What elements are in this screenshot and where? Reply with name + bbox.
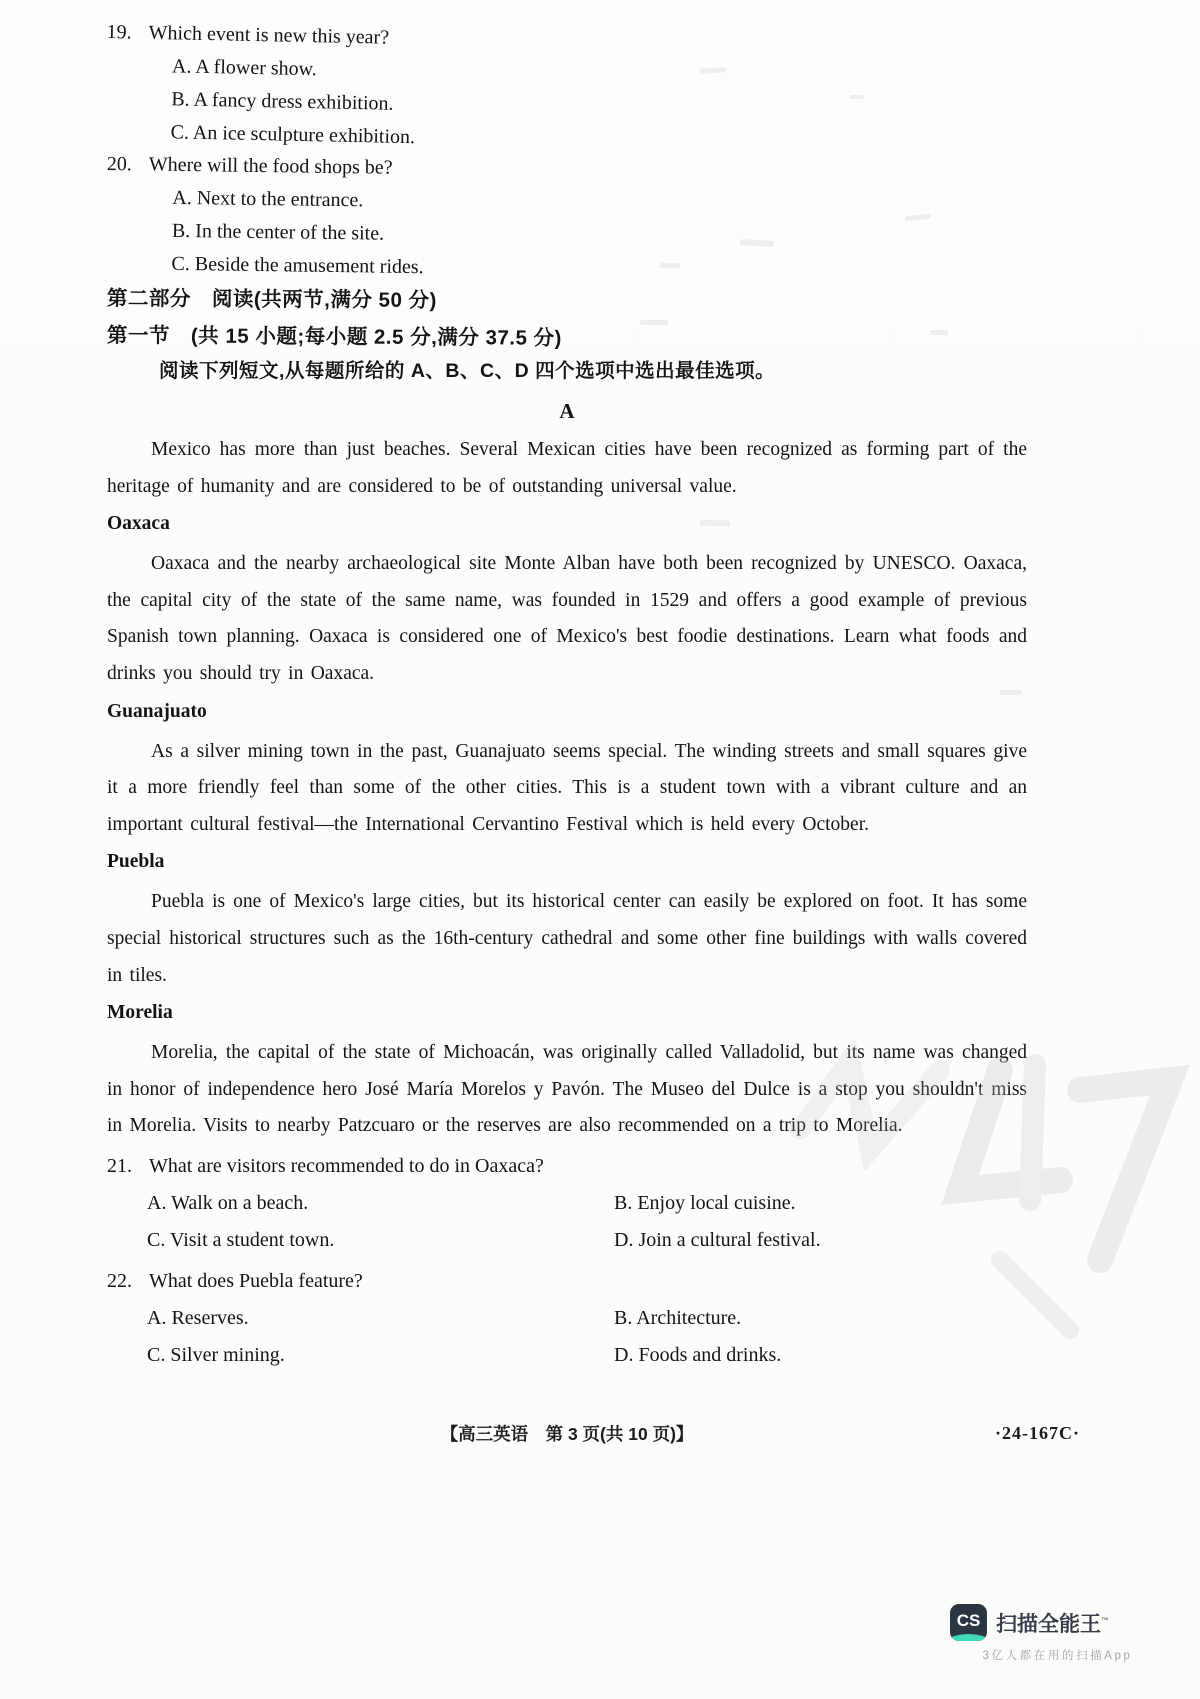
question-21-options: [107, 1185, 1027, 1260]
heading-oaxaca: Oaxaca: [107, 513, 170, 535]
option-b: B. In the center of the site.: [171, 219, 385, 245]
exam-content: [107, 16, 1027, 1375]
question-text: What are visitors recommended to do in Oaxaca?: [149, 1154, 544, 1177]
option-c: C. Visit a student town.: [147, 1229, 335, 1252]
passage-intro: Mexico has more than just beaches. Several Mexican cities have been recognized as forming part of the heritage of humanity and are considered to be of outstanding universal value.: [107, 439, 1027, 497]
logo-letters: CS: [956, 1611, 981, 1630]
camscanner-logo-icon: [950, 1604, 987, 1641]
question-19: [104, 16, 1026, 166]
page-footer: 【高三英语 第 3 页(共 10 页)】: [440, 1424, 694, 1444]
camscanner-logo-row: [950, 1604, 1165, 1641]
option-d: D. Join a cultural festival.: [614, 1229, 821, 1252]
heading-morelia: Morelia: [107, 1002, 173, 1024]
option-c: C. An ice sculpture exhibition.: [170, 121, 416, 149]
paragraph-morelia: Morelia, the capital of the state of Michoacán, was originally called Valladolid, but its name was changed in honor of independence hero José María Morelos y Pavón. The Museo del Dulce is a stop you shouldn't miss in Morelia. Visits to nearby Patzcuaro or the reserves are also recommended on a trip to Morelia.: [107, 1042, 1027, 1137]
question-number: 19.: [106, 20, 132, 44]
paragraph-guanajuato: As a silver mining town in the past, Guanajuato seems special. The winding streets and small squares give it a more friendly feel than some of the other cities. This is a student town with a vibrant culture and an important cultural festival—the International Cervantino Festival which is held every October.: [107, 740, 1027, 835]
option-a: A. A flower show.: [171, 55, 318, 81]
option-c: C. Beside the amusement rides.: [171, 252, 424, 279]
passage-a-label: A: [559, 399, 575, 423]
section-1-header: 第一节 (共 15 小题;每小题 2.5 分,满分 37.5 分): [106, 323, 563, 350]
camscanner-slogan: 3亿人都在用的扫描App: [982, 1650, 1133, 1662]
reading-instruction: 阅读下列短文,从每题所给的 A、B、C、D 四个选项中选出最佳选项。: [159, 360, 776, 382]
heading-guanajuato: Guanajuato: [107, 700, 207, 722]
option-b: B. A fancy dress exhibition.: [171, 88, 394, 115]
brand-text: 扫描全能王: [996, 1612, 1101, 1636]
question-22-options: [107, 1300, 1027, 1375]
question-20: [105, 148, 1027, 292]
question-21: [107, 1148, 1027, 1260]
question-22-text: [107, 1263, 1027, 1300]
question-number: 20.: [106, 152, 132, 176]
trademark-symbol: ™: [1101, 1615, 1109, 1625]
question-21-text: [107, 1148, 1027, 1185]
option-c: C. Silver mining.: [147, 1344, 285, 1367]
heading-puebla: Puebla: [107, 851, 165, 873]
question-text: What does Puebla feature?: [149, 1269, 363, 1292]
question-text: Where will the food shops be?: [148, 153, 393, 179]
option-a: A. Next to the entrance.: [172, 186, 364, 212]
part-2-header: 第二部分 阅读(共两节,满分 50 分): [106, 286, 437, 313]
option-b: B. Architecture.: [614, 1306, 742, 1329]
option-d: D. Foods and drinks.: [614, 1344, 782, 1367]
option-a: A. Reserves.: [147, 1306, 249, 1329]
paper-code: ·24-167C·: [995, 1423, 1080, 1443]
question-number: 22.: [107, 1269, 132, 1292]
paragraph-puebla: Puebla is one of Mexico's large cities, but its historical center can easily be explored on foot. It has some special historical structures such as the 16th-century cathedral and some other fine buildings with walls covered in tiles.: [107, 891, 1027, 986]
camscanner-watermark: [950, 1604, 1165, 1663]
question-number: 21.: [107, 1154, 132, 1177]
question-text: Which event is new this year?: [148, 21, 390, 49]
option-b: B. Enjoy local cuisine.: [614, 1191, 796, 1214]
option-a: A. Walk on a beach.: [147, 1191, 309, 1214]
paragraph-oaxaca: Oaxaca and the nearby archaeological site Monte Alban have both been recognized by UNESCO. Oaxaca, the capital city of the state of the same name, was founded in 1529 and offers a good example of previous Spanish town planning. Oaxaca is considered one of Mexico's best foodie destinations. Learn what foods and drinks you should try in Oaxaca.: [107, 553, 1027, 684]
camscanner-brand: [996, 1608, 1109, 1638]
question-22: [107, 1263, 1027, 1375]
